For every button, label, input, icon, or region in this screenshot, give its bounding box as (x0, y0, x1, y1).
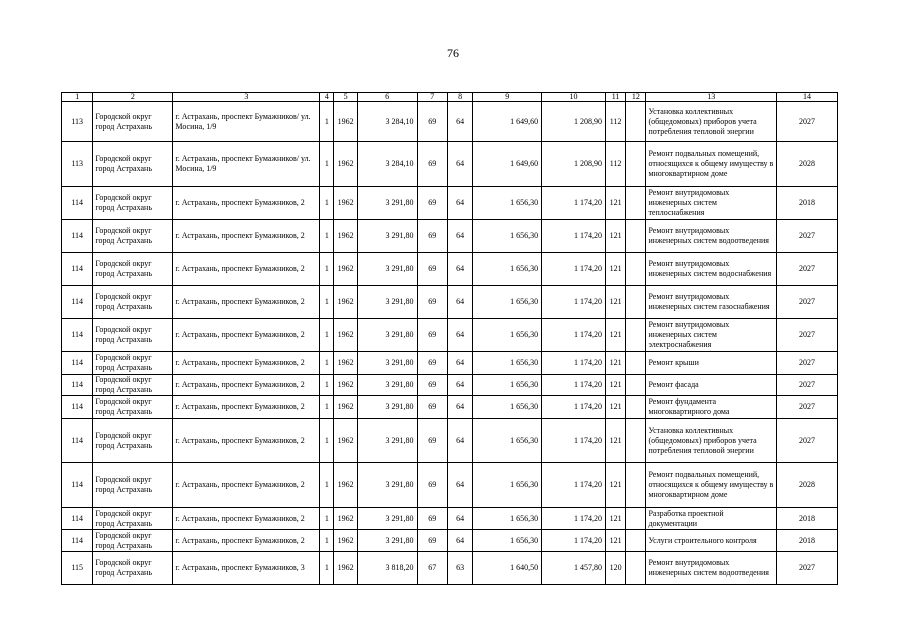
cell-address: г. Астрахань, проспект Бумажников/ ул. Мосина, 1/9 (173, 142, 320, 187)
cell-year: 1962 (334, 419, 357, 463)
cell-area-total: 3 291,80 (357, 187, 417, 220)
cell-buildings-count: 1 (320, 286, 334, 319)
cell-col-7: 69 (417, 142, 447, 187)
cell-area-total: 3 291,80 (357, 530, 417, 552)
cell-area-living: 1 656,30 (473, 253, 542, 286)
cell-area-nonliving: 1 208,90 (542, 142, 606, 187)
cell-year: 1962 (334, 220, 357, 253)
table-row (62, 253, 838, 286)
cell-buildings-count: 1 (320, 463, 334, 508)
table-row (62, 187, 838, 220)
cell-col-12 (626, 319, 646, 352)
cell-work-type: Ремонт внутридомовых инженерных систем теплоснабжения (646, 187, 777, 220)
cell-year: 1962 (334, 253, 357, 286)
cell-municipality: Городской округ город Астрахань (93, 253, 173, 286)
cell-area-nonliving: 1 174,20 (542, 396, 606, 419)
cell-col-12 (626, 220, 646, 253)
cell-col-8: 64 (447, 142, 472, 187)
cell-work-type: Ремонт крыши (646, 352, 777, 375)
cell-area-total: 3 818,20 (357, 552, 417, 585)
cell-col-7: 67 (417, 552, 447, 585)
cell-area-living: 1 656,30 (473, 319, 542, 352)
cell-municipality: Городской округ город Астрахань (93, 319, 173, 352)
cell-col-7: 69 (417, 396, 447, 419)
cell-area-nonliving: 1 174,20 (542, 530, 606, 552)
cell-area-total: 3 291,80 (357, 253, 417, 286)
table-row (62, 352, 838, 375)
cell-work-type: Установка коллективных (общедомовых) приборов учета потребления тепловой энергии (646, 419, 777, 463)
page-number: 76 (447, 46, 459, 60)
cell-col-8: 63 (447, 552, 472, 585)
cell-area-total: 3 291,80 (357, 508, 417, 530)
table-row (62, 552, 838, 585)
cell-col-12 (626, 508, 646, 530)
table-row (62, 102, 838, 142)
cell-area-living: 1 656,30 (473, 419, 542, 463)
cell-area-total: 3 284,10 (357, 142, 417, 187)
cell-municipality: Городской округ город Астрахань (93, 286, 173, 319)
cell-area-living: 1 656,30 (473, 396, 542, 419)
cell-residents: 121 (605, 220, 625, 253)
cell-area-nonliving: 1 174,20 (542, 419, 606, 463)
cell-area-total: 3 291,80 (357, 220, 417, 253)
cell-col-12 (626, 396, 646, 419)
cell-object-id: 114 (62, 286, 93, 319)
cell-col-7: 69 (417, 508, 447, 530)
cell-year: 1962 (334, 552, 357, 585)
cell-year: 1962 (334, 463, 357, 508)
cell-address: г. Астрахань, проспект Бумажников, 2 (173, 352, 320, 375)
cell-planned-year: 2027 (777, 102, 838, 142)
cell-residents: 121 (605, 530, 625, 552)
cell-object-id: 114 (62, 319, 93, 352)
cell-area-nonliving: 1 174,20 (542, 463, 606, 508)
cell-work-type: Ремонт фундамента многоквартирного дома (646, 396, 777, 419)
cell-residents: 121 (605, 253, 625, 286)
cell-planned-year: 2018 (777, 530, 838, 552)
table-body (62, 102, 838, 585)
cell-buildings-count: 1 (320, 142, 334, 187)
cell-residents: 121 (605, 419, 625, 463)
cell-area-total: 3 291,80 (357, 375, 417, 396)
col-header: 6 (357, 93, 417, 102)
cell-address: г. Астрахань, проспект Бумажников/ ул. Мосина, 1/9 (173, 102, 320, 142)
cell-municipality: Городской округ город Астрахань (93, 375, 173, 396)
cell-area-nonliving: 1 174,20 (542, 253, 606, 286)
cell-area-total: 3 291,80 (357, 463, 417, 508)
cell-col-8: 64 (447, 396, 472, 419)
cell-planned-year: 2027 (777, 352, 838, 375)
table-row (62, 142, 838, 187)
cell-residents: 121 (605, 319, 625, 352)
cell-buildings-count: 1 (320, 375, 334, 396)
col-header: 1 (62, 93, 93, 102)
cell-residents: 112 (605, 142, 625, 187)
cell-col-8: 64 (447, 352, 472, 375)
cell-residents: 121 (605, 463, 625, 508)
cell-object-id: 114 (62, 508, 93, 530)
cell-area-nonliving: 1 208,90 (542, 102, 606, 142)
cell-object-id: 114 (62, 463, 93, 508)
cell-planned-year: 2028 (777, 142, 838, 187)
cell-residents: 121 (605, 508, 625, 530)
cell-residents: 121 (605, 187, 625, 220)
cell-address: г. Астрахань, проспект Бумажников, 2 (173, 253, 320, 286)
cell-planned-year: 2027 (777, 396, 838, 419)
table-row (62, 396, 838, 419)
col-header: 11 (605, 93, 625, 102)
cell-col-8: 64 (447, 419, 472, 463)
cell-address: г. Астрахань, проспект Бумажников, 3 (173, 552, 320, 585)
cell-area-living: 1 649,60 (473, 142, 542, 187)
cell-col-7: 69 (417, 530, 447, 552)
cell-area-nonliving: 1 174,20 (542, 286, 606, 319)
works-table (61, 92, 838, 585)
column-number-row (62, 93, 838, 102)
cell-area-living: 1 656,30 (473, 286, 542, 319)
cell-planned-year: 2027 (777, 319, 838, 352)
cell-object-id: 114 (62, 220, 93, 253)
cell-municipality: Городской округ город Астрахань (93, 142, 173, 187)
cell-municipality: Городской округ город Астрахань (93, 220, 173, 253)
cell-work-type: Ремонт внутридомовых инженерных систем электроснабжения (646, 319, 777, 352)
cell-buildings-count: 1 (320, 530, 334, 552)
cell-object-id: 114 (62, 396, 93, 419)
cell-address: г. Астрахань, проспект Бумажников, 2 (173, 187, 320, 220)
table-row (62, 286, 838, 319)
cell-col-12 (626, 352, 646, 375)
cell-area-total: 3 291,80 (357, 319, 417, 352)
cell-residents: 112 (605, 102, 625, 142)
cell-col-12 (626, 187, 646, 220)
cell-object-id: 113 (62, 102, 93, 142)
cell-year: 1962 (334, 142, 357, 187)
cell-year: 1962 (334, 319, 357, 352)
cell-col-7: 69 (417, 319, 447, 352)
cell-work-type: Ремонт подвальных помещений, относящихся к общему имуществу в многоквартирном доме (646, 463, 777, 508)
cell-col-7: 69 (417, 253, 447, 286)
cell-area-nonliving: 1 174,20 (542, 319, 606, 352)
cell-municipality: Городской округ город Астрахань (93, 187, 173, 220)
cell-col-7: 69 (417, 419, 447, 463)
col-header: 7 (417, 93, 447, 102)
cell-address: г. Астрахань, проспект Бумажников, 2 (173, 530, 320, 552)
cell-municipality: Городской округ город Астрахань (93, 508, 173, 530)
cell-planned-year: 2028 (777, 463, 838, 508)
cell-work-type: Ремонт внутридомовых инженерных систем водоотведения (646, 220, 777, 253)
cell-work-type: Ремонт подвальных помещений, относящихся к общему имуществу в многоквартирном доме (646, 142, 777, 187)
cell-year: 1962 (334, 375, 357, 396)
cell-municipality: Городской округ город Астрахань (93, 552, 173, 585)
cell-municipality: Городской округ город Астрахань (93, 463, 173, 508)
col-header: 8 (447, 93, 472, 102)
col-header: 12 (626, 93, 646, 102)
cell-area-total: 3 291,80 (357, 286, 417, 319)
cell-area-living: 1 656,30 (473, 220, 542, 253)
cell-buildings-count: 1 (320, 253, 334, 286)
cell-buildings-count: 1 (320, 396, 334, 419)
table-row (62, 419, 838, 463)
cell-work-type: Установка коллективных (общедомовых) приборов учета потребления тепловой энергии (646, 102, 777, 142)
table-row (62, 220, 838, 253)
table-row (62, 375, 838, 396)
cell-buildings-count: 1 (320, 352, 334, 375)
cell-address: г. Астрахань, проспект Бумажников, 2 (173, 220, 320, 253)
cell-object-id: 115 (62, 552, 93, 585)
table-row (62, 463, 838, 508)
cell-col-7: 69 (417, 187, 447, 220)
cell-col-12 (626, 102, 646, 142)
cell-area-living: 1 656,30 (473, 352, 542, 375)
cell-year: 1962 (334, 396, 357, 419)
cell-area-nonliving: 1 174,20 (542, 220, 606, 253)
cell-buildings-count: 1 (320, 419, 334, 463)
cell-work-type: Ремонт фасада (646, 375, 777, 396)
cell-area-living: 1 649,60 (473, 102, 542, 142)
cell-year: 1962 (334, 352, 357, 375)
cell-address: г. Астрахань, проспект Бумажников, 2 (173, 319, 320, 352)
cell-year: 1962 (334, 102, 357, 142)
cell-address: г. Астрахань, проспект Бумажников, 2 (173, 463, 320, 508)
cell-residents: 120 (605, 552, 625, 585)
cell-residents: 121 (605, 352, 625, 375)
cell-residents: 121 (605, 286, 625, 319)
cell-col-12 (626, 375, 646, 396)
cell-object-id: 113 (62, 142, 93, 187)
cell-area-total: 3 291,80 (357, 419, 417, 463)
cell-area-nonliving: 1 174,20 (542, 187, 606, 220)
cell-buildings-count: 1 (320, 508, 334, 530)
cell-work-type: Ремонт внутридомовых инженерных систем газоснабжения (646, 286, 777, 319)
cell-area-living: 1 656,30 (473, 463, 542, 508)
cell-address: г. Астрахань, проспект Бумажников, 2 (173, 419, 320, 463)
cell-area-nonliving: 1 457,80 (542, 552, 606, 585)
cell-col-8: 64 (447, 220, 472, 253)
cell-col-8: 64 (447, 463, 472, 508)
cell-municipality: Городской округ город Астрахань (93, 530, 173, 552)
col-header: 3 (173, 93, 320, 102)
cell-area-living: 1 640,50 (473, 552, 542, 585)
cell-area-total: 3 291,80 (357, 396, 417, 419)
table-row (62, 530, 838, 552)
cell-address: г. Астрахань, проспект Бумажников, 2 (173, 508, 320, 530)
cell-col-12 (626, 552, 646, 585)
cell-work-type: Ремонт внутридомовых инженерных систем водоотведения (646, 552, 777, 585)
cell-object-id: 114 (62, 187, 93, 220)
cell-planned-year: 2027 (777, 253, 838, 286)
cell-col-8: 64 (447, 319, 472, 352)
cell-col-8: 64 (447, 187, 472, 220)
cell-col-7: 69 (417, 375, 447, 396)
cell-col-8: 64 (447, 508, 472, 530)
cell-work-type: Разработка проектной документации (646, 508, 777, 530)
cell-object-id: 114 (62, 253, 93, 286)
cell-col-12 (626, 253, 646, 286)
cell-planned-year: 2018 (777, 187, 838, 220)
cell-col-7: 69 (417, 220, 447, 253)
col-header: 5 (334, 93, 357, 102)
cell-address: г. Астрахань, проспект Бумажников, 2 (173, 375, 320, 396)
cell-residents: 121 (605, 375, 625, 396)
cell-area-living: 1 656,30 (473, 508, 542, 530)
cell-col-8: 64 (447, 530, 472, 552)
cell-planned-year: 2027 (777, 375, 838, 396)
cell-area-nonliving: 1 174,20 (542, 352, 606, 375)
cell-col-12 (626, 463, 646, 508)
cell-planned-year: 2027 (777, 419, 838, 463)
cell-area-nonliving: 1 174,20 (542, 375, 606, 396)
cell-area-living: 1 656,30 (473, 375, 542, 396)
col-header: 4 (320, 93, 334, 102)
cell-buildings-count: 1 (320, 102, 334, 142)
cell-residents: 121 (605, 396, 625, 419)
cell-object-id: 114 (62, 352, 93, 375)
cell-year: 1962 (334, 530, 357, 552)
cell-buildings-count: 1 (320, 552, 334, 585)
cell-col-8: 64 (447, 253, 472, 286)
cell-area-living: 1 656,30 (473, 530, 542, 552)
cell-object-id: 114 (62, 530, 93, 552)
cell-address: г. Астрахань, проспект Бумажников, 2 (173, 396, 320, 419)
cell-col-12 (626, 419, 646, 463)
cell-buildings-count: 1 (320, 319, 334, 352)
cell-object-id: 114 (62, 375, 93, 396)
cell-area-living: 1 656,30 (473, 187, 542, 220)
cell-col-7: 69 (417, 286, 447, 319)
table-row (62, 319, 838, 352)
cell-area-nonliving: 1 174,20 (542, 508, 606, 530)
col-header: 2 (93, 93, 173, 102)
cell-buildings-count: 1 (320, 187, 334, 220)
cell-col-12 (626, 530, 646, 552)
cell-work-type: Услуги строительного контроля (646, 530, 777, 552)
cell-col-8: 64 (447, 102, 472, 142)
col-header: 9 (473, 93, 542, 102)
cell-col-7: 69 (417, 102, 447, 142)
cell-municipality: Городской округ город Астрахань (93, 102, 173, 142)
cell-year: 1962 (334, 286, 357, 319)
cell-col-12 (626, 142, 646, 187)
cell-planned-year: 2018 (777, 508, 838, 530)
col-header: 13 (646, 93, 777, 102)
cell-municipality: Городской округ город Астрахань (93, 396, 173, 419)
cell-buildings-count: 1 (320, 220, 334, 253)
cell-year: 1962 (334, 187, 357, 220)
cell-area-total: 3 291,80 (357, 352, 417, 375)
cell-col-7: 69 (417, 352, 447, 375)
cell-col-8: 64 (447, 375, 472, 396)
table-row (62, 508, 838, 530)
cell-municipality: Городской округ город Астрахань (93, 352, 173, 375)
cell-object-id: 114 (62, 419, 93, 463)
col-header: 10 (542, 93, 606, 102)
cell-address: г. Астрахань, проспект Бумажников, 2 (173, 286, 320, 319)
cell-planned-year: 2027 (777, 552, 838, 585)
col-header: 14 (777, 93, 838, 102)
cell-municipality: Городской округ город Астрахань (93, 419, 173, 463)
cell-col-8: 64 (447, 286, 472, 319)
cell-work-type: Ремонт внутридомовых инженерных систем водоснабжения (646, 253, 777, 286)
cell-year: 1962 (334, 508, 357, 530)
cell-planned-year: 2027 (777, 286, 838, 319)
cell-col-7: 69 (417, 463, 447, 508)
cell-area-total: 3 284,10 (357, 102, 417, 142)
cell-col-12 (626, 286, 646, 319)
cell-planned-year: 2027 (777, 220, 838, 253)
